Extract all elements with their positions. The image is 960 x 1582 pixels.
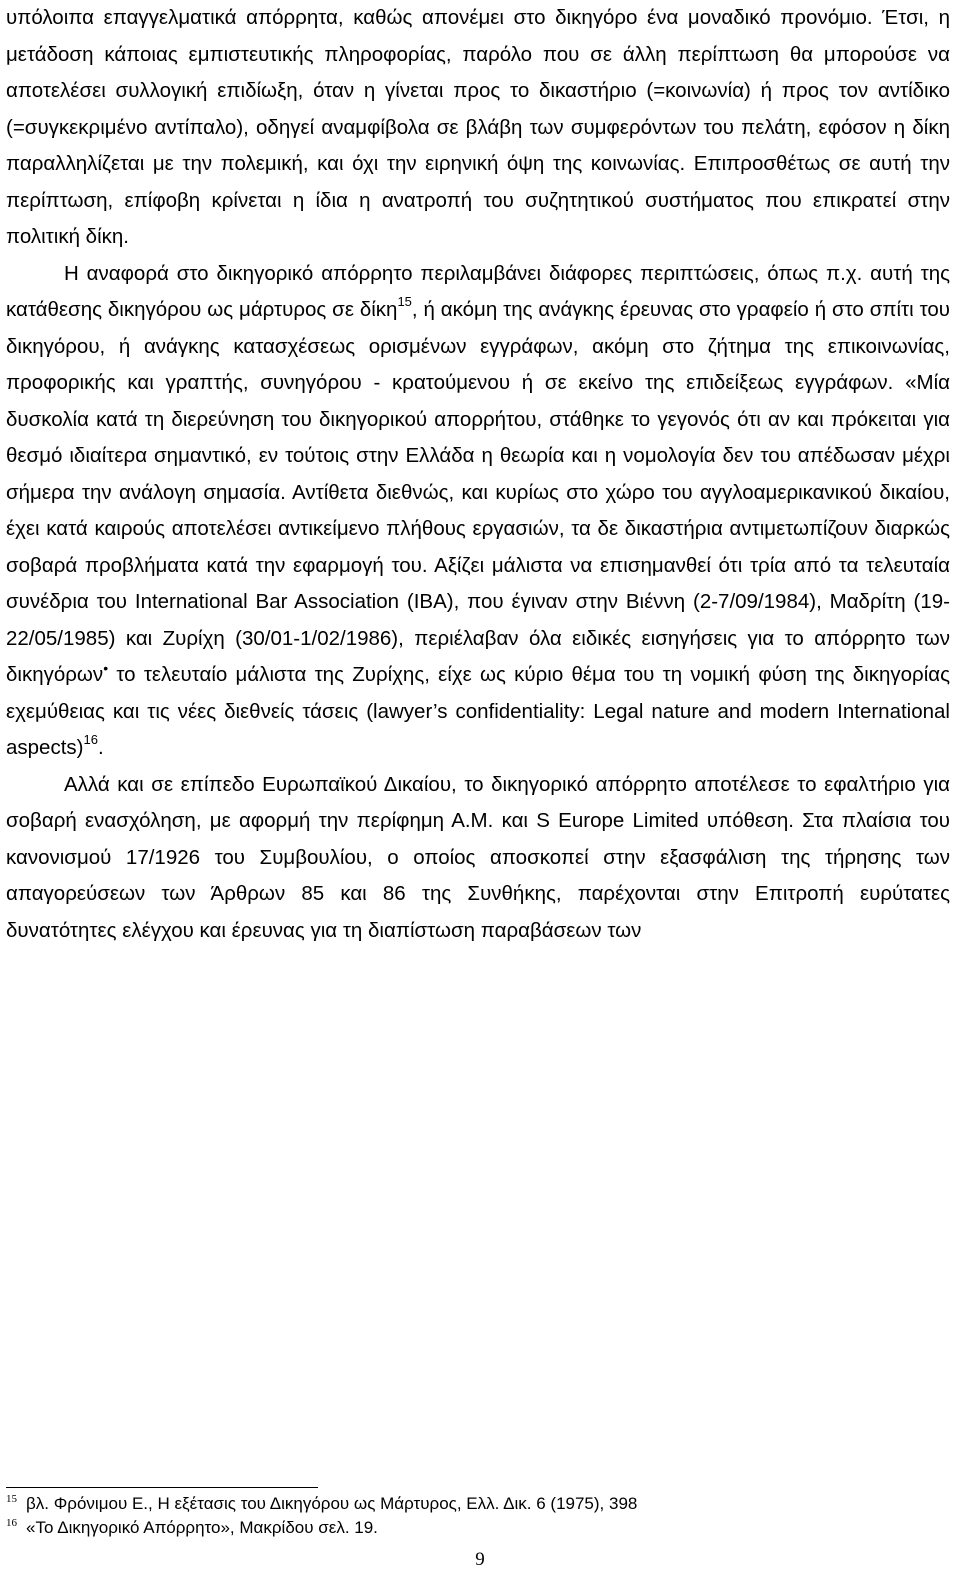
document-page	[6, 0, 950, 949]
bullet-mark: •	[103, 660, 109, 677]
footnote-text: βλ. Φρόνιμου Ε., Η εξέτασις του Δικηγόρου ως Μάρτυρος, Ελλ. Δικ. 6 (1975), 398	[26, 1494, 638, 1513]
paragraph-2	[6, 256, 950, 767]
footnote-16: 16 «Το Δικηγορικό Απόρρητο», Μακρίδου σελ. 19.	[6, 1517, 378, 1537]
paragraph-2-part-4: .	[97, 736, 104, 759]
paragraph-2-part-3: το τελευταίο μάλιστα της Ζυρίχης, είχε ως κύριο θέμα του τη νομική φύση της δικηγορίας εχεμύθειας και τις νέες διεθνείς τάσεις (lawyer’s confidentiality: Legal nature and modern International aspects)	[6, 663, 950, 759]
paragraph-3: Αλλά και σε επίπεδο Ευρωπαϊκού Δικαίου, το δικηγορικό απόρρητο αποτέλεσε το εφαλτήριο για σοβαρή ενασχόληση, με αφορμή την περίφημη Α.Μ. και S Europe Limited υπόθεση. Στα πλαίσια του κανονισμού 17/1926 του Συμβουλίου, ο οποίος αποσκοπεί στην εξασφάλιση της τήρησης των απαγορεύσεων των Άρθρων 85 και 86 της Συνθήκης, παρέχονται στην Επιτροπή ευρύτατες δυνατότητες ελέγχου και έρευνας για τη διαπίστωση παραβάσεων των	[6, 772, 950, 942]
footnotes	[6, 1492, 950, 1540]
paragraph-2-part-2: , ή ακόμη της ανάγκης έρευνας στο γραφείο ή στο σπίτι του δικηγόρου, ή ανάγκης κατασχέσεως ορισμένων εγγράφων, ακόμη στο ζήτημα της επικοινωνίας, προφορικής και γραπτής, συνηγόρου - κρατούμενου ή σε εκείνο της επιδείξεως εγγράφων. «Μία δυσκολία κατά τη διερεύνηση του δικηγορικού απορρήτου, στάθηκε το γεγονός ότι αν και πρόκειται για θεσμό ιδιαίτερα σημαντικό, εν τούτοις στην Ελλάδα η θεωρία και η νομολογία δεν του απέδωσαν μέχρι σήμερα την ανάλογη σημασία. Αντίθετα διεθνώς, και κυρίως στο χώρο του αγγλοαμερικανικού δικαίου, έχει κατά καιρούς αποτελέσει αντικείμενο πλήθους εργασιών, τα δε δικαστήρια αντιμετωπίζουν διαρκώς σοβαρά προβλήματα κατά την εφαρμογή του. Αξίζει μάλιστα να επισημανθεί ότι τρία από τα τελευταία συνέδρια του International Bar Association (IBA), που έγιναν στην Βιέννη (2-7/09/1984), Μαδρίτη (19-22/05/1985) και Ζυρίχη (30/01-1/02/1986), περιέλαβαν όλα ειδικές εισηγήσεις για το απόρρητο των δικηγόρων	[6, 298, 950, 686]
footnote-ref-16[interactable]: 16	[83, 732, 98, 748]
paragraph-1: υπόλοιπα επαγγελματικά απόρρητα, καθώς απονέμει στο δικηγόρο ένα μοναδικό προνόμιο. Έτσι, η μετάδοση κάποιας εμπιστευτικής πληροφορίας, παρόλο που σε άλλη περίπτωση θα μπορούσε να αποτελέσει συλλογική επιδίωξη, όταν η γίνεται προς το δικαστήριο (=κοινωνία) ή προς τον αντίδικο (=συγκεκριμένο αντίπαλο), οδηγεί αναμφίβολα σε βλάβη των συμφερόντων του πελάτη, εφόσον η δίκη παραλληλίζεται με την πολεμική, και όχι την ειρηνική όψη της κοινωνίας. Επιπροσθέτως σε αυτή την περίπτωση, επίφοβη κρίνεται η ίδια η ανατροπή του συζητητικού συστήματος που επικρατεί στην πολιτική δίκη.	[6, 6, 950, 248]
footnote-ref-15[interactable]: 15	[397, 294, 412, 310]
page-number: 9	[475, 1549, 485, 1570]
body-text	[6, 0, 950, 949]
paragraph-2-part-1: Η αναφορά στο δικηγορικό απόρρητο περιλαμβάνει διάφορες περιπτώσεις, όπως π.χ. αυτή της κατάθεσης δικηγόρου ως μάρτυρος σε δίκη	[6, 261, 950, 321]
footnote-separator	[6, 1487, 318, 1488]
footnote-text: «Το Δικηγορικό Απόρρητο», Μακρίδου σελ. 19.	[26, 1518, 378, 1537]
footnote-15: 15 βλ. Φρόνιμου Ε., Η εξέτασις του Δικηγόρου ως Μάρτυρος, Ελλ. Δικ. 6 (1975), 398	[6, 1493, 638, 1513]
